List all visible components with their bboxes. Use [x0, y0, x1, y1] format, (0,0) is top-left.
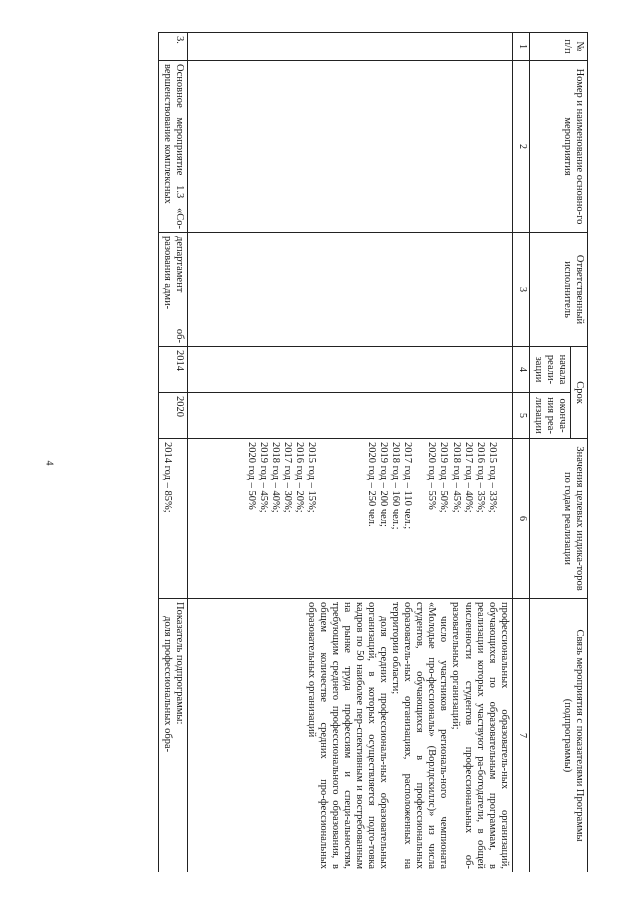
target-value: 2015 год – 33%;	[486, 442, 498, 513]
header-link: Связь мероприятия с показателями Программы (подпрограммы)	[529, 599, 587, 872]
header-start: начала реали-зации	[529, 347, 570, 393]
link-text: доля средних профессиональ-ных образовательных организаций, в которых осуществляется подго-товка кадров по 50 наиболее пер-спективным и востребованным на рынке труда профессиям и специ-альностям, требующим среднего профессионального образования, в общем количестве средних про-фессиональных образовательных организаций	[305, 602, 390, 870]
cell-name	[187, 61, 512, 233]
col-number: 4	[512, 347, 529, 393]
target-value: 2017 год – 40%;	[462, 442, 474, 513]
cell-num: 3.	[158, 33, 187, 61]
cell-executor: департамент об-разования адми-	[158, 233, 187, 347]
header-num: № п/п	[529, 33, 587, 61]
cell-name: Основное мероприятие 1.3 «Со-вершенствование комплексных	[158, 61, 187, 233]
target-value: 2017 год – 110 чел.;	[402, 442, 414, 530]
header-targets: Значения целевых индика-торов по годам реализации	[529, 439, 587, 599]
cell-start	[187, 347, 512, 393]
target-value: 2018 год – 45%;	[450, 442, 462, 513]
header-end: оконча-ния реа-лизации	[529, 393, 570, 439]
cell-end: 2020	[158, 393, 187, 439]
header-executor: Ответственный исполнитель	[529, 233, 587, 347]
program-table	[158, 32, 588, 872]
table-container	[62, 32, 588, 872]
cell-targets	[187, 439, 512, 599]
col-number: 2	[512, 61, 529, 233]
target-value: 2014 год – 85%;	[161, 442, 173, 513]
target-value: 2020 год – 55%	[426, 442, 438, 510]
target-value: 2019 год – 50%;	[438, 442, 450, 513]
col-number: 5	[512, 393, 529, 439]
target-value: 2019 год – 45%;	[257, 442, 269, 513]
target-value: 2018 год – 160 чел.;	[390, 442, 402, 530]
link-text: профессиональных образователь-ных организаций, обучающихся по образовательным программам, в реализации которых участвуют ра-ботодатели, в общей численности студентов профессиональных об-разовательных организаций;	[450, 602, 510, 870]
target-value: 2020 год – 250 чел.	[366, 442, 378, 527]
table-row	[158, 33, 187, 873]
cell-end	[187, 393, 512, 439]
target-value: 2017 год – 30%;	[282, 442, 293, 513]
cell-targets	[158, 439, 187, 599]
cell-executor	[187, 233, 512, 347]
header-name: Номер и наименование основно-го мероприятия	[529, 61, 587, 233]
header-term: Срок	[570, 347, 587, 439]
link-title: Показатель подпрограммы:	[173, 602, 185, 725]
target-value: 2016 год – 35%;	[474, 442, 486, 513]
cell-link	[187, 599, 512, 872]
target-value: 2019 год – 200 чел;	[378, 442, 390, 527]
page-number: 4	[43, 460, 55, 466]
col-number: 7	[512, 599, 529, 872]
col-number: 6	[512, 439, 529, 599]
cell-link	[158, 599, 187, 872]
target-value: 2015 год – 15%;	[306, 442, 318, 513]
link-text: число участников региональ-ного чемпионата «Молодые про-фессионалы» (Ворлдскиллс)» из числа студентов, обучающихся в профессиональных образователь-ных организациях, расположенных на территории области;	[390, 602, 450, 870]
col-number: 1	[512, 33, 529, 61]
column-number-row	[512, 33, 529, 873]
col-number: 3	[512, 233, 529, 347]
cell-start: 2014	[158, 347, 187, 393]
rotated-page	[62, 32, 588, 872]
link-text: доля профессиональных обра-	[161, 616, 173, 753]
target-value: 2016 год – 20%;	[294, 442, 306, 513]
target-value: 2020 год – 50%	[245, 442, 257, 510]
target-value: 2018 год – 40%;	[269, 442, 281, 513]
table-row	[187, 33, 512, 873]
cell-num	[187, 33, 512, 61]
